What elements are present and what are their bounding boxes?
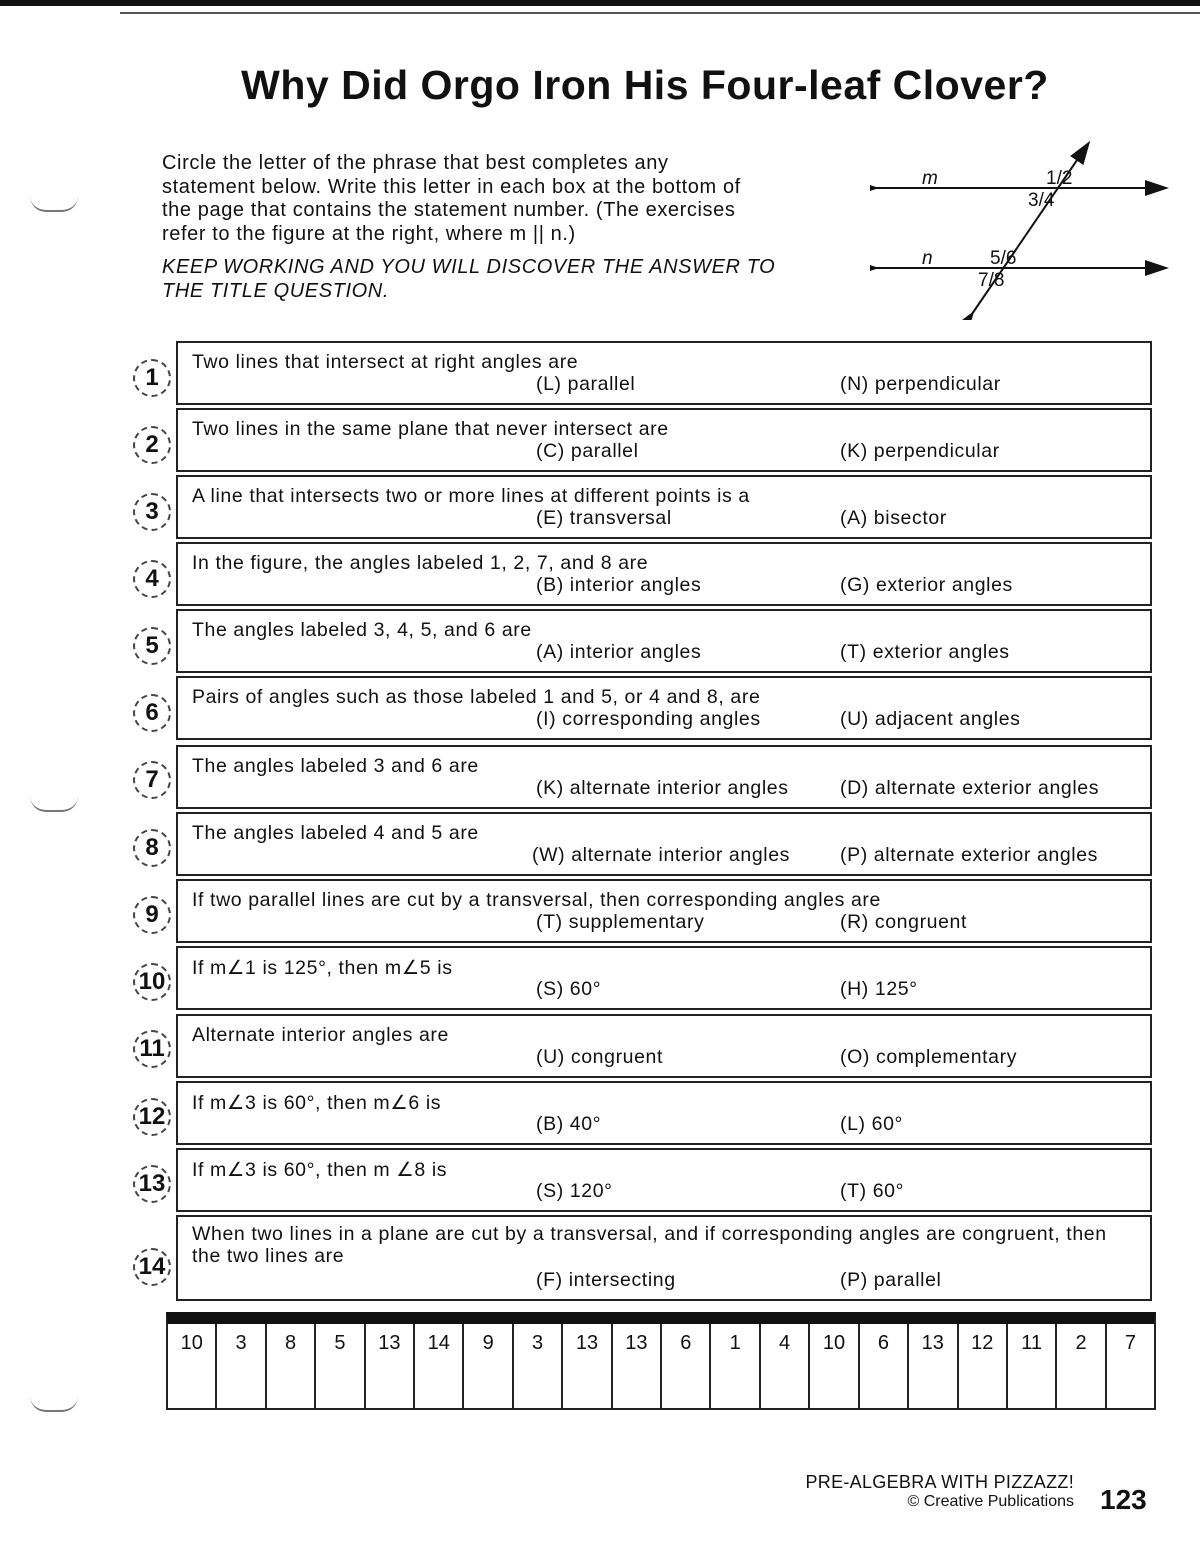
question-row — [176, 879, 1152, 943]
answer-box-number: 10 — [180, 1332, 203, 1354]
question-text: If two parallel lines are cut by a transversal, then corresponding angles are — [192, 889, 881, 911]
answer-box-number: 13 — [575, 1332, 599, 1354]
answer-box[interactable] — [613, 1324, 662, 1408]
option-b[interactable]: (L) 60° — [840, 1113, 903, 1135]
option-a[interactable]: (A) interior angles — [536, 641, 702, 663]
page-top-edge — [0, 0, 1200, 6]
answer-box[interactable] — [860, 1324, 909, 1408]
answer-box[interactable] — [168, 1324, 217, 1408]
option-b[interactable]: (N) perpendicular — [840, 373, 1001, 395]
instructions-line: refer to the figure at the right, where m || n.) — [162, 222, 576, 245]
question-number: 1 — [133, 359, 171, 397]
answer-box-number: 6 — [680, 1332, 692, 1354]
answer-box[interactable] — [217, 1324, 266, 1408]
instructions-line: Circle the letter of the phrase that best completes any — [162, 152, 669, 174]
answer-box[interactable] — [1008, 1324, 1057, 1408]
option-a[interactable]: (K) alternate interior angles — [536, 777, 789, 799]
question-text: Pairs of angles such as those labeled 1 and 5, or 4 and 8, are — [192, 686, 761, 708]
page-top-rule — [120, 12, 1200, 14]
question-text: Alternate interior angles are — [192, 1024, 449, 1046]
answer-box-number: 9 — [482, 1332, 494, 1354]
parallel-lines-figure — [870, 138, 1170, 320]
answer-box-number: 5 — [334, 1332, 346, 1354]
answer-box-number: 7 — [1124, 1332, 1136, 1354]
angle-labels-3-4: 3/4 — [1028, 190, 1055, 211]
answer-box[interactable] — [464, 1324, 513, 1408]
option-b[interactable]: (P) parallel — [840, 1269, 942, 1291]
option-a[interactable]: (B) 40° — [536, 1113, 602, 1135]
question-number: 11 — [133, 1030, 171, 1068]
question-text: A line that intersects two or more lines at different points is a — [192, 485, 750, 507]
option-a[interactable]: (I) corresponding angles — [536, 708, 761, 730]
answer-box[interactable] — [1107, 1324, 1154, 1408]
answer-box[interactable] — [810, 1324, 859, 1408]
angle-labels-7-8: 7/8 — [978, 270, 1005, 291]
question-row — [176, 745, 1152, 809]
instructions — [162, 152, 862, 303]
question-text: When two lines in a plane are cut by a transversal, and if corresponding angles are congruent, then the two lines are — [192, 1223, 1107, 1267]
answer-box-number: 13 — [378, 1332, 401, 1354]
question-text: If m∠3 is 60°, then m∠6 is — [192, 1092, 442, 1114]
option-a[interactable]: (T) supplementary — [536, 911, 705, 933]
answer-box-number: 3 — [531, 1332, 544, 1354]
answer-box-number: 13 — [921, 1332, 944, 1354]
question-number: 3 — [133, 493, 171, 531]
question-text: Two lines that intersect at right angles are — [192, 351, 579, 373]
option-b[interactable]: (T) 60° — [840, 1180, 905, 1202]
question-number: 8 — [133, 829, 171, 867]
line-n-label: n — [922, 248, 933, 269]
answer-box[interactable] — [662, 1324, 711, 1408]
question-row — [176, 609, 1152, 673]
option-b[interactable]: (T) exterior angles — [840, 641, 1010, 663]
question-row — [176, 812, 1152, 876]
option-a[interactable]: (S) 120° — [536, 1180, 613, 1202]
question-number: 5 — [133, 627, 171, 665]
option-b[interactable]: (A) bisector — [840, 507, 947, 529]
answer-box-number: 13 — [625, 1332, 648, 1354]
question-text: Two lines in the same plane that never intersect are — [192, 418, 669, 440]
question-text: If m∠1 is 125°, then m∠5 is — [192, 957, 453, 979]
page-number: 123 — [1100, 1484, 1147, 1515]
publisher: © Creative Publications — [907, 1493, 1074, 1510]
option-b[interactable]: (R) congruent — [840, 911, 968, 933]
answer-box[interactable] — [267, 1324, 316, 1408]
answer-box[interactable] — [415, 1324, 464, 1408]
footer-credit — [805, 1472, 1074, 1511]
option-a[interactable]: (E) transversal — [536, 507, 672, 529]
answer-box-number: 8 — [284, 1332, 297, 1354]
option-b[interactable]: (D) alternate exterior angles — [840, 777, 1100, 799]
question-row — [176, 341, 1152, 405]
option-b[interactable]: (U) adjacent angles — [840, 708, 1021, 730]
answer-box-number: 2 — [1075, 1332, 1087, 1354]
option-a[interactable]: (U) congruent — [536, 1046, 664, 1068]
answer-box[interactable] — [514, 1324, 563, 1408]
question-number: 12 — [133, 1098, 171, 1136]
question-row — [176, 676, 1152, 740]
instructions-line: statement below. Write this letter in each box at the bottom of — [162, 175, 741, 198]
answer-box[interactable] — [563, 1324, 612, 1408]
answer-box-number: 4 — [779, 1332, 791, 1354]
worksheet-title: Why Did Orgo Iron His Four-leaf Clover? — [241, 62, 1049, 108]
keep-working-line: THE TITLE QUESTION. — [162, 279, 389, 302]
question-number: 4 — [133, 560, 171, 598]
option-b[interactable]: (H) 125° — [840, 978, 918, 1000]
answer-grid — [166, 1312, 1156, 1410]
answer-box-number: 1 — [729, 1332, 741, 1354]
question-number: 14 — [133, 1248, 171, 1286]
answer-box[interactable] — [959, 1324, 1008, 1408]
question-text: The angles labeled 3 and 6 are — [192, 755, 479, 777]
question-text: In the figure, the angles labeled 1, 2, 7, and 8 are — [192, 552, 649, 574]
question-number: 7 — [133, 761, 171, 799]
question-row — [176, 1081, 1152, 1145]
option-b[interactable]: (O) complementary — [840, 1046, 1018, 1068]
answer-box-number: 6 — [877, 1332, 889, 1354]
question-text: If m∠3 is 60°, then m ∠8 is — [192, 1159, 448, 1181]
option-a[interactable]: (C) parallel — [536, 440, 639, 462]
answer-box-number: 10 — [822, 1332, 846, 1354]
binder-hole-mark — [30, 1396, 78, 1412]
answer-box-number: 12 — [971, 1332, 994, 1354]
answer-box-number: 3 — [235, 1332, 247, 1354]
question-row — [176, 1215, 1152, 1301]
answer-box[interactable] — [761, 1324, 810, 1408]
binder-hole-mark — [30, 796, 78, 812]
question-number: 10 — [133, 963, 171, 1001]
answer-box-number: 14 — [427, 1332, 450, 1354]
answer-box[interactable] — [711, 1324, 760, 1408]
line-m-label: m — [922, 168, 938, 189]
question-row — [176, 542, 1152, 606]
question-number: 9 — [133, 896, 171, 934]
option-b[interactable]: (K) perpendicular — [840, 440, 1000, 462]
book-title: PRE-ALGEBRA WITH PIZZAZZ! — [805, 1472, 1074, 1492]
question-row — [176, 1014, 1152, 1078]
option-b[interactable]: (G) exterior angles — [840, 574, 1013, 596]
question-number: 6 — [133, 694, 171, 732]
question-row — [176, 408, 1152, 472]
question-row — [176, 946, 1152, 1010]
option-a[interactable]: (F) intersecting — [536, 1269, 676, 1291]
answer-box[interactable] — [366, 1324, 415, 1408]
angle-labels-5-6: 5/6 — [990, 248, 1017, 269]
question-text: The angles labeled 3, 4, 5, and 6 are — [192, 619, 532, 641]
option-a[interactable]: (W) alternate interior angles — [532, 844, 790, 866]
answer-box[interactable] — [1057, 1324, 1106, 1408]
angle-labels-1-2: 1/2 — [1046, 168, 1073, 189]
keep-working-line: KEEP WORKING AND YOU WILL DISCOVER THE ANSWER TO — [162, 256, 776, 278]
question-number: 13 — [133, 1165, 171, 1203]
question-row — [176, 1148, 1152, 1212]
option-a[interactable]: (B) interior angles — [536, 574, 702, 596]
answer-box-number: 11 — [1021, 1332, 1042, 1354]
question-row — [176, 475, 1152, 539]
question-number: 2 — [133, 426, 171, 464]
answer-box[interactable] — [316, 1324, 365, 1408]
binder-hole-mark — [30, 196, 78, 212]
instructions-line: the page that contains the statement number. (The exercises — [162, 199, 736, 221]
option-b[interactable]: (P) alternate exterior angles — [840, 844, 1099, 866]
question-text: The angles labeled 4 and 5 are — [192, 822, 479, 844]
option-a[interactable]: (L) parallel — [536, 373, 636, 395]
answer-box[interactable] — [909, 1324, 958, 1408]
option-a[interactable]: (S) 60° — [536, 978, 602, 1000]
